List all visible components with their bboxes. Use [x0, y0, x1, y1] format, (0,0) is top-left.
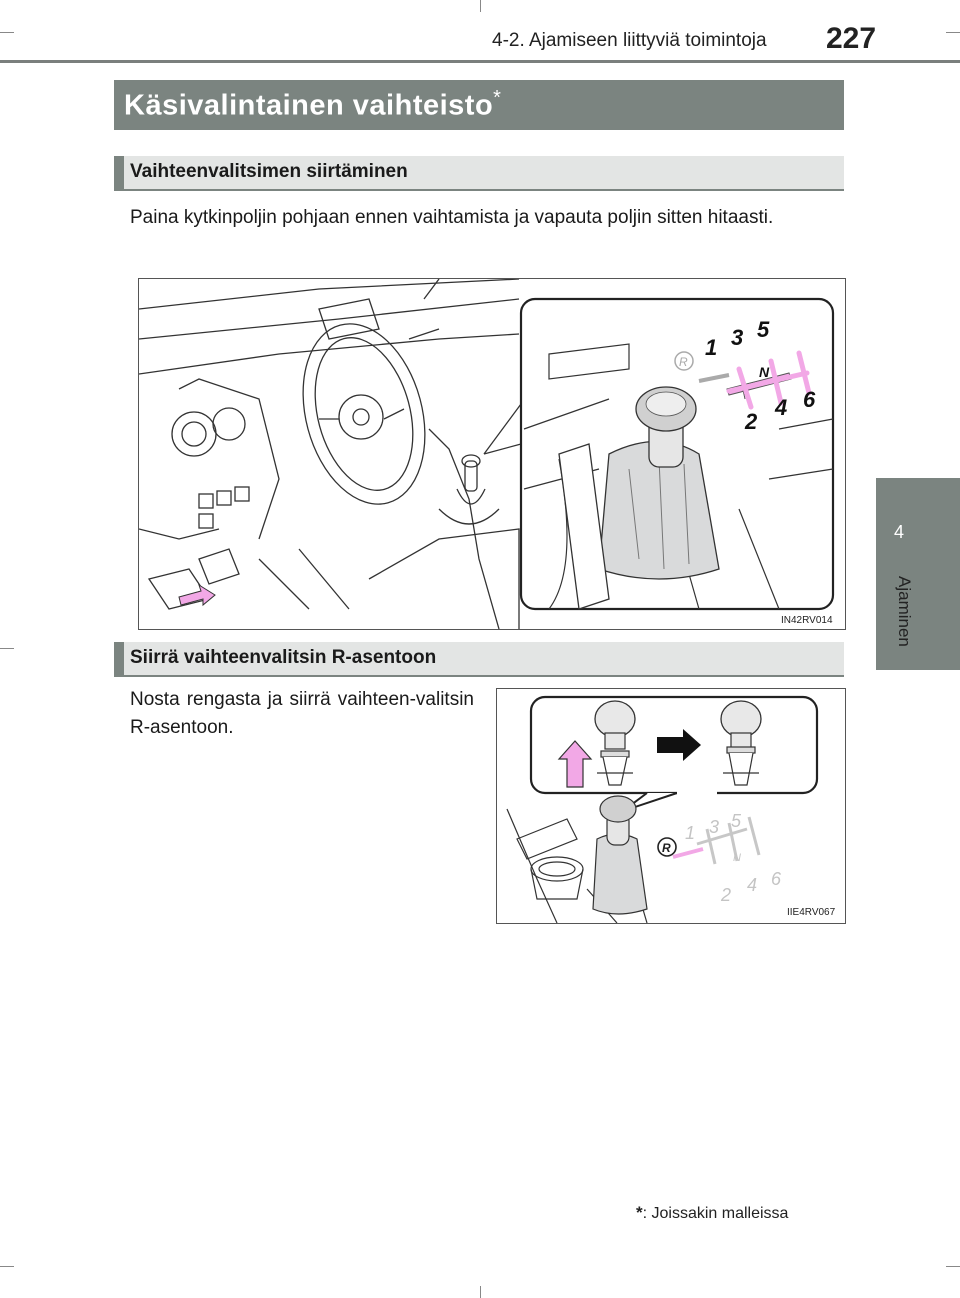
- section-heading-band: [114, 642, 844, 677]
- gear-label-r: R: [662, 841, 671, 855]
- figure-code: IN42RV014: [781, 615, 833, 626]
- gear-label-3: 3: [731, 325, 744, 350]
- gear-label-6: 6: [771, 869, 782, 889]
- chapter-tab: [876, 478, 960, 670]
- gear-label-2: 2: [745, 409, 758, 434]
- section-paragraph: Nosta rengasta ja siirrä vaihteen-valitsin R-asentoon.: [130, 689, 474, 738]
- crop-mark: [0, 648, 14, 649]
- figure-reverse-shift: [496, 688, 846, 924]
- header-section-title: 4-2. Ajamiseen liittyviä toimintoja: [492, 30, 767, 51]
- section-heading: Vaihteenvalitsimen siirtäminen: [130, 161, 408, 182]
- chapter-label: Ajaminen: [895, 576, 914, 647]
- cockpit-illustration: [139, 279, 845, 629]
- footnote: [636, 1203, 788, 1223]
- gear-label-6: 6: [803, 387, 816, 412]
- gear-label-4: 4: [775, 395, 788, 420]
- gear-label-1: 1: [685, 823, 696, 843]
- crop-mark: [480, 1286, 481, 1298]
- page-number: 227: [826, 22, 877, 55]
- gear-label-4: 4: [747, 875, 758, 895]
- gear-label-5: 5: [731, 811, 742, 831]
- gear-label-n: N: [733, 852, 741, 864]
- figure-cockpit: [138, 278, 846, 630]
- chapter-number: 4: [894, 522, 905, 542]
- gear-label-1: 1: [705, 335, 718, 360]
- title-asterisk: *: [493, 87, 502, 109]
- section-paragraph: Paina kytkinpoljin pohjaan ennen vaihtamista ja vapauta poljin sitten hitaasti.: [130, 207, 774, 228]
- header-rule: [0, 60, 960, 63]
- page-title: [124, 87, 501, 123]
- crop-mark: [946, 1266, 960, 1267]
- section-heading-bar: [114, 642, 124, 675]
- reverse-shift-illustration: [497, 689, 845, 923]
- page-title-text: Käsivalintainen vaihteisto: [124, 89, 494, 122]
- figure-code: IIE4RV067: [787, 907, 836, 918]
- footnote-marker: *: [636, 1203, 643, 1222]
- section-heading-band: [114, 156, 844, 191]
- gear-label-3: 3: [709, 817, 720, 837]
- section-heading: Siirrä vaihteenvalitsin R-asentoon: [130, 647, 437, 668]
- page-title-band: [114, 80, 844, 130]
- section-heading-bar: [114, 156, 124, 189]
- crop-mark: [0, 1266, 14, 1267]
- gear-label-5: 5: [757, 317, 770, 342]
- crop-mark: [0, 32, 14, 33]
- gear-label-n: N: [759, 364, 770, 380]
- crop-mark: [946, 32, 960, 33]
- footnote-text: : Joissakin malleissa: [642, 1205, 789, 1222]
- gear-label-2: 2: [721, 885, 732, 905]
- gear-label-r: R: [679, 355, 688, 369]
- crop-mark: [480, 0, 481, 12]
